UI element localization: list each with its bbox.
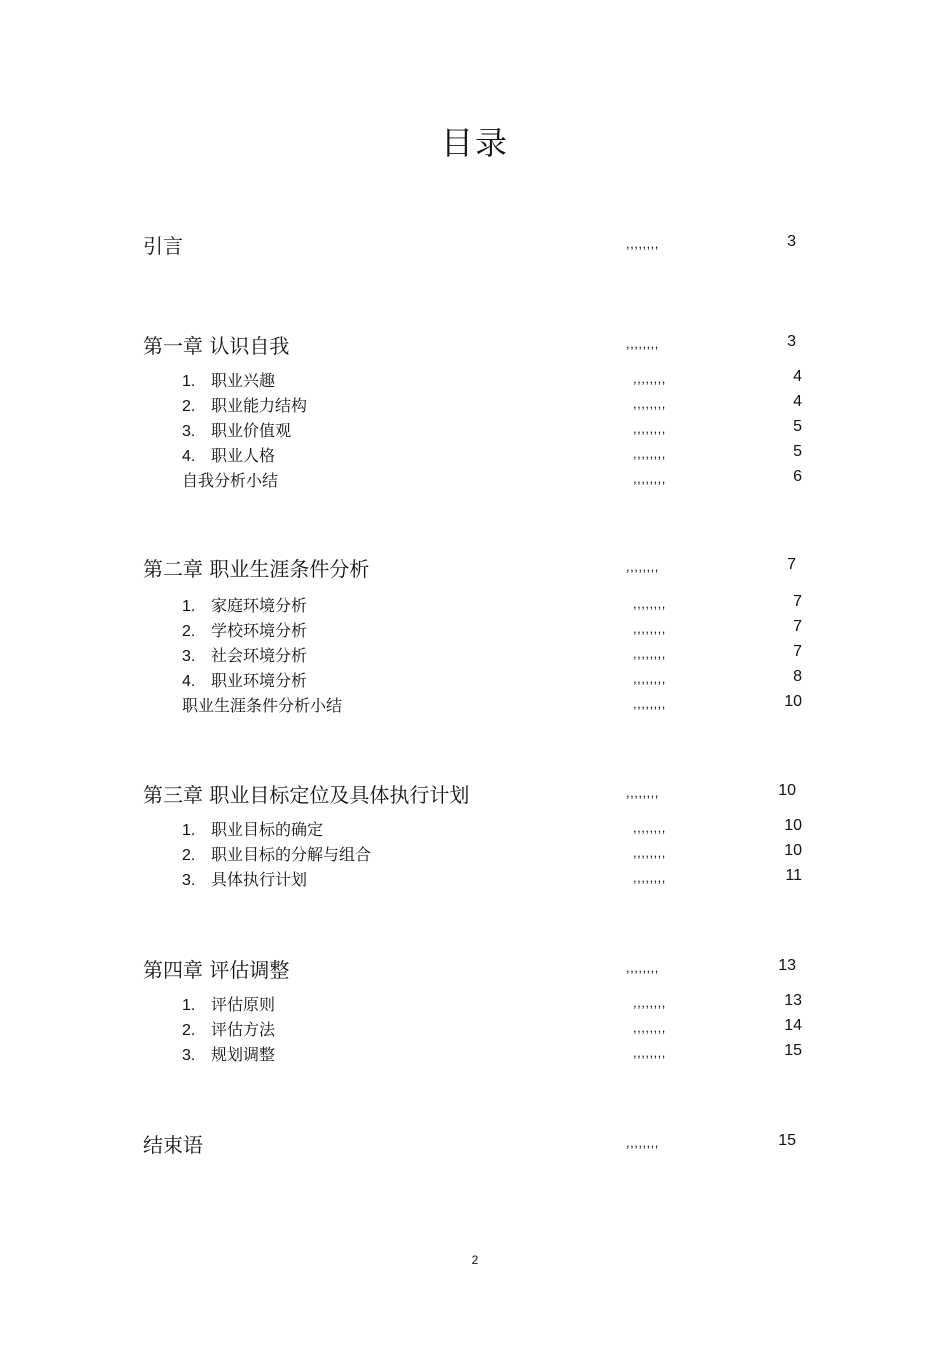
toc-leader-dots: ,,,,,,,, <box>633 396 666 411</box>
toc-page-number: 6 <box>793 468 802 485</box>
toc-entry-number: 3. <box>182 1047 196 1064</box>
toc-entry-text: 第三章 职业目标定位及具体执行计划 <box>143 783 470 807</box>
toc-entry-text: 第二章 职业生涯条件分析 <box>143 557 370 581</box>
toc-entry-label <box>182 443 275 466</box>
toc-leader-dots: ,,,,,,,, <box>633 995 666 1010</box>
toc-page-number: 10 <box>778 782 796 799</box>
toc-leader-dots: ,,,,,,,, <box>626 785 659 800</box>
toc-leader-dots: ,,,,,,,, <box>633 1045 666 1060</box>
toc-entry-number: 3. <box>182 872 196 889</box>
toc-leader-dots: ,,,,,,,, <box>633 371 666 386</box>
toc-entry-number: 1. <box>182 373 196 390</box>
toc-entry-label <box>182 992 275 1015</box>
toc-leader-dots: ,,,,,,,, <box>633 870 666 885</box>
toc-section-entry[interactable] <box>0 817 950 843</box>
toc-page-number: 13 <box>784 992 802 1009</box>
toc-entry-label <box>182 468 278 491</box>
toc-entry-text: 职业生涯条件分析小结 <box>182 696 343 715</box>
toc-leader-dots: ,,,,,,,, <box>633 421 666 436</box>
toc-section-entry[interactable] <box>0 1017 950 1043</box>
toc-entry-text: 职业价值观 <box>211 421 292 440</box>
toc-entry-text: 第四章 评估调整 <box>143 958 290 982</box>
toc-leader-dots: ,,,,,,,, <box>633 646 666 661</box>
toc-entry-label <box>182 842 371 865</box>
toc-entry-label <box>182 1017 275 1040</box>
toc-section-entry[interactable] <box>0 643 950 669</box>
toc-leader-dots: ,,,,,,,, <box>633 596 666 611</box>
toc-entry-label <box>182 418 291 441</box>
toc-entry-label <box>182 593 307 616</box>
toc-page-number: 5 <box>793 418 802 435</box>
toc-leader-dots: ,,,,,,,, <box>626 960 659 975</box>
toc-entry-text: 具体执行计划 <box>211 870 308 889</box>
toc-section-entry[interactable] <box>0 867 950 893</box>
toc-entry-text: 引言 <box>143 234 183 258</box>
toc-section-entry[interactable] <box>0 418 950 444</box>
toc-entry-label <box>182 668 307 691</box>
toc-page-number: 7 <box>793 618 802 635</box>
toc-page-number: 11 <box>785 867 802 884</box>
toc-entry-number: 2. <box>182 847 196 864</box>
toc-leader-dots: ,,,,,,,, <box>626 236 659 251</box>
toc-page-number: 13 <box>778 957 796 974</box>
toc-page-number: 10 <box>784 842 802 859</box>
toc-entry-label <box>143 330 289 359</box>
toc-entry-text: 职业环境分析 <box>211 671 308 690</box>
toc-section-entry[interactable] <box>0 1042 950 1068</box>
toc-entry-number: 1. <box>182 997 196 1014</box>
toc-entry-label <box>143 779 469 808</box>
toc-entry-label <box>182 867 307 890</box>
toc-section-entry[interactable] <box>0 368 950 394</box>
toc-chapter-entry[interactable] <box>0 330 950 356</box>
toc-entry-label <box>143 553 369 582</box>
toc-leader-dots: ,,,,,,,, <box>633 845 666 860</box>
toc-entry-number: 2. <box>182 1022 196 1039</box>
toc-entry-label <box>182 393 307 416</box>
toc-page-number: 4 <box>793 393 802 410</box>
toc-page-number: 10 <box>784 693 802 710</box>
toc-chapter-entry[interactable] <box>0 230 950 256</box>
toc-entry-number: 3. <box>182 648 196 665</box>
toc-leader-dots: ,,,,,,,, <box>626 1135 659 1150</box>
toc-section-entry[interactable] <box>0 443 950 469</box>
page-number: 2 <box>471 1253 479 1267</box>
toc-entry-text: 职业人格 <box>211 446 276 465</box>
toc-page-number: 7 <box>793 643 802 660</box>
toc-section-entry[interactable] <box>0 668 950 694</box>
toc-page-number: 3 <box>787 333 796 350</box>
toc-entry-label <box>143 230 183 259</box>
toc-entry-label <box>143 954 289 983</box>
toc-leader-dots: ,,,,,,,, <box>626 336 659 351</box>
toc-chapter-entry[interactable] <box>0 954 950 980</box>
toc-entry-number: 1. <box>182 822 196 839</box>
toc-entry-number: 1. <box>182 598 196 615</box>
toc-entry-text: 职业能力结构 <box>211 396 308 415</box>
toc-section-entry[interactable] <box>0 842 950 868</box>
toc-entry-label <box>143 1129 203 1158</box>
toc-entry-text: 第一章 认识自我 <box>143 334 290 358</box>
toc-section-entry[interactable] <box>0 393 950 419</box>
toc-entry-number: 2. <box>182 398 196 415</box>
toc-page-number: 5 <box>793 443 802 460</box>
toc-leader-dots: ,,,,,,,, <box>633 621 666 636</box>
toc-entry-number: 4. <box>182 448 196 465</box>
toc-page-number: 15 <box>784 1042 802 1059</box>
toc-section-entry[interactable] <box>0 992 950 1018</box>
toc-page-number: 14 <box>784 1017 802 1034</box>
toc-leader-dots: ,,,,,,,, <box>633 696 666 711</box>
toc-entry-text: 职业目标的分解与组合 <box>211 845 372 864</box>
toc-section-entry[interactable] <box>0 618 950 644</box>
toc-section-entry[interactable] <box>0 593 950 619</box>
toc-page-number: 15 <box>778 1132 796 1149</box>
toc-leader-dots: ,,,,,,,, <box>626 559 659 574</box>
toc-entry-text: 结束语 <box>143 1133 203 1157</box>
toc-chapter-entry[interactable] <box>0 779 950 805</box>
toc-page-number: 10 <box>784 817 802 834</box>
toc-entry-text: 评估方法 <box>211 1020 276 1039</box>
toc-entry-number: 4. <box>182 673 196 690</box>
toc-chapter-entry[interactable] <box>0 553 950 579</box>
toc-entry-text: 职业目标的确定 <box>211 820 324 839</box>
toc-leader-dots: ,,,,,,,, <box>633 1020 666 1035</box>
toc-entry-text: 评估原则 <box>211 995 276 1014</box>
toc-entry-text: 自我分析小结 <box>182 471 279 490</box>
toc-entry-text: 职业兴趣 <box>211 371 276 390</box>
toc-leader-dots: ,,,,,,,, <box>633 671 666 686</box>
toc-page-number: 3 <box>787 233 796 250</box>
toc-leader-dots: ,,,,,,,, <box>633 471 666 486</box>
toc-entry-label <box>182 368 275 391</box>
toc-entry-label <box>182 618 307 641</box>
toc-entry-text: 规划调整 <box>211 1045 276 1064</box>
toc-entry-label <box>182 817 323 840</box>
toc-page-number: 8 <box>793 668 802 685</box>
toc-entry-text: 学校环境分析 <box>211 621 308 640</box>
toc-section-entry[interactable] <box>0 468 950 494</box>
toc-page-number: 7 <box>793 593 802 610</box>
toc-section-entry[interactable] <box>0 693 950 719</box>
toc-entry-label <box>182 693 342 716</box>
toc-entry-number: 3. <box>182 423 196 440</box>
toc-entry-label <box>182 1042 275 1065</box>
toc-entry-text: 家庭环境分析 <box>211 596 308 615</box>
toc-entry-number: 2. <box>182 623 196 640</box>
toc-leader-dots: ,,,,,,,, <box>633 446 666 461</box>
toc-page-number: 4 <box>793 368 802 385</box>
toc-title: 目录 <box>440 124 509 162</box>
toc-chapter-entry[interactable] <box>0 1129 950 1155</box>
toc-page-number: 7 <box>787 556 796 573</box>
toc-leader-dots: ,,,,,,,, <box>633 820 666 835</box>
toc-entry-text: 社会环境分析 <box>211 646 308 665</box>
toc-entry-label <box>182 643 307 666</box>
